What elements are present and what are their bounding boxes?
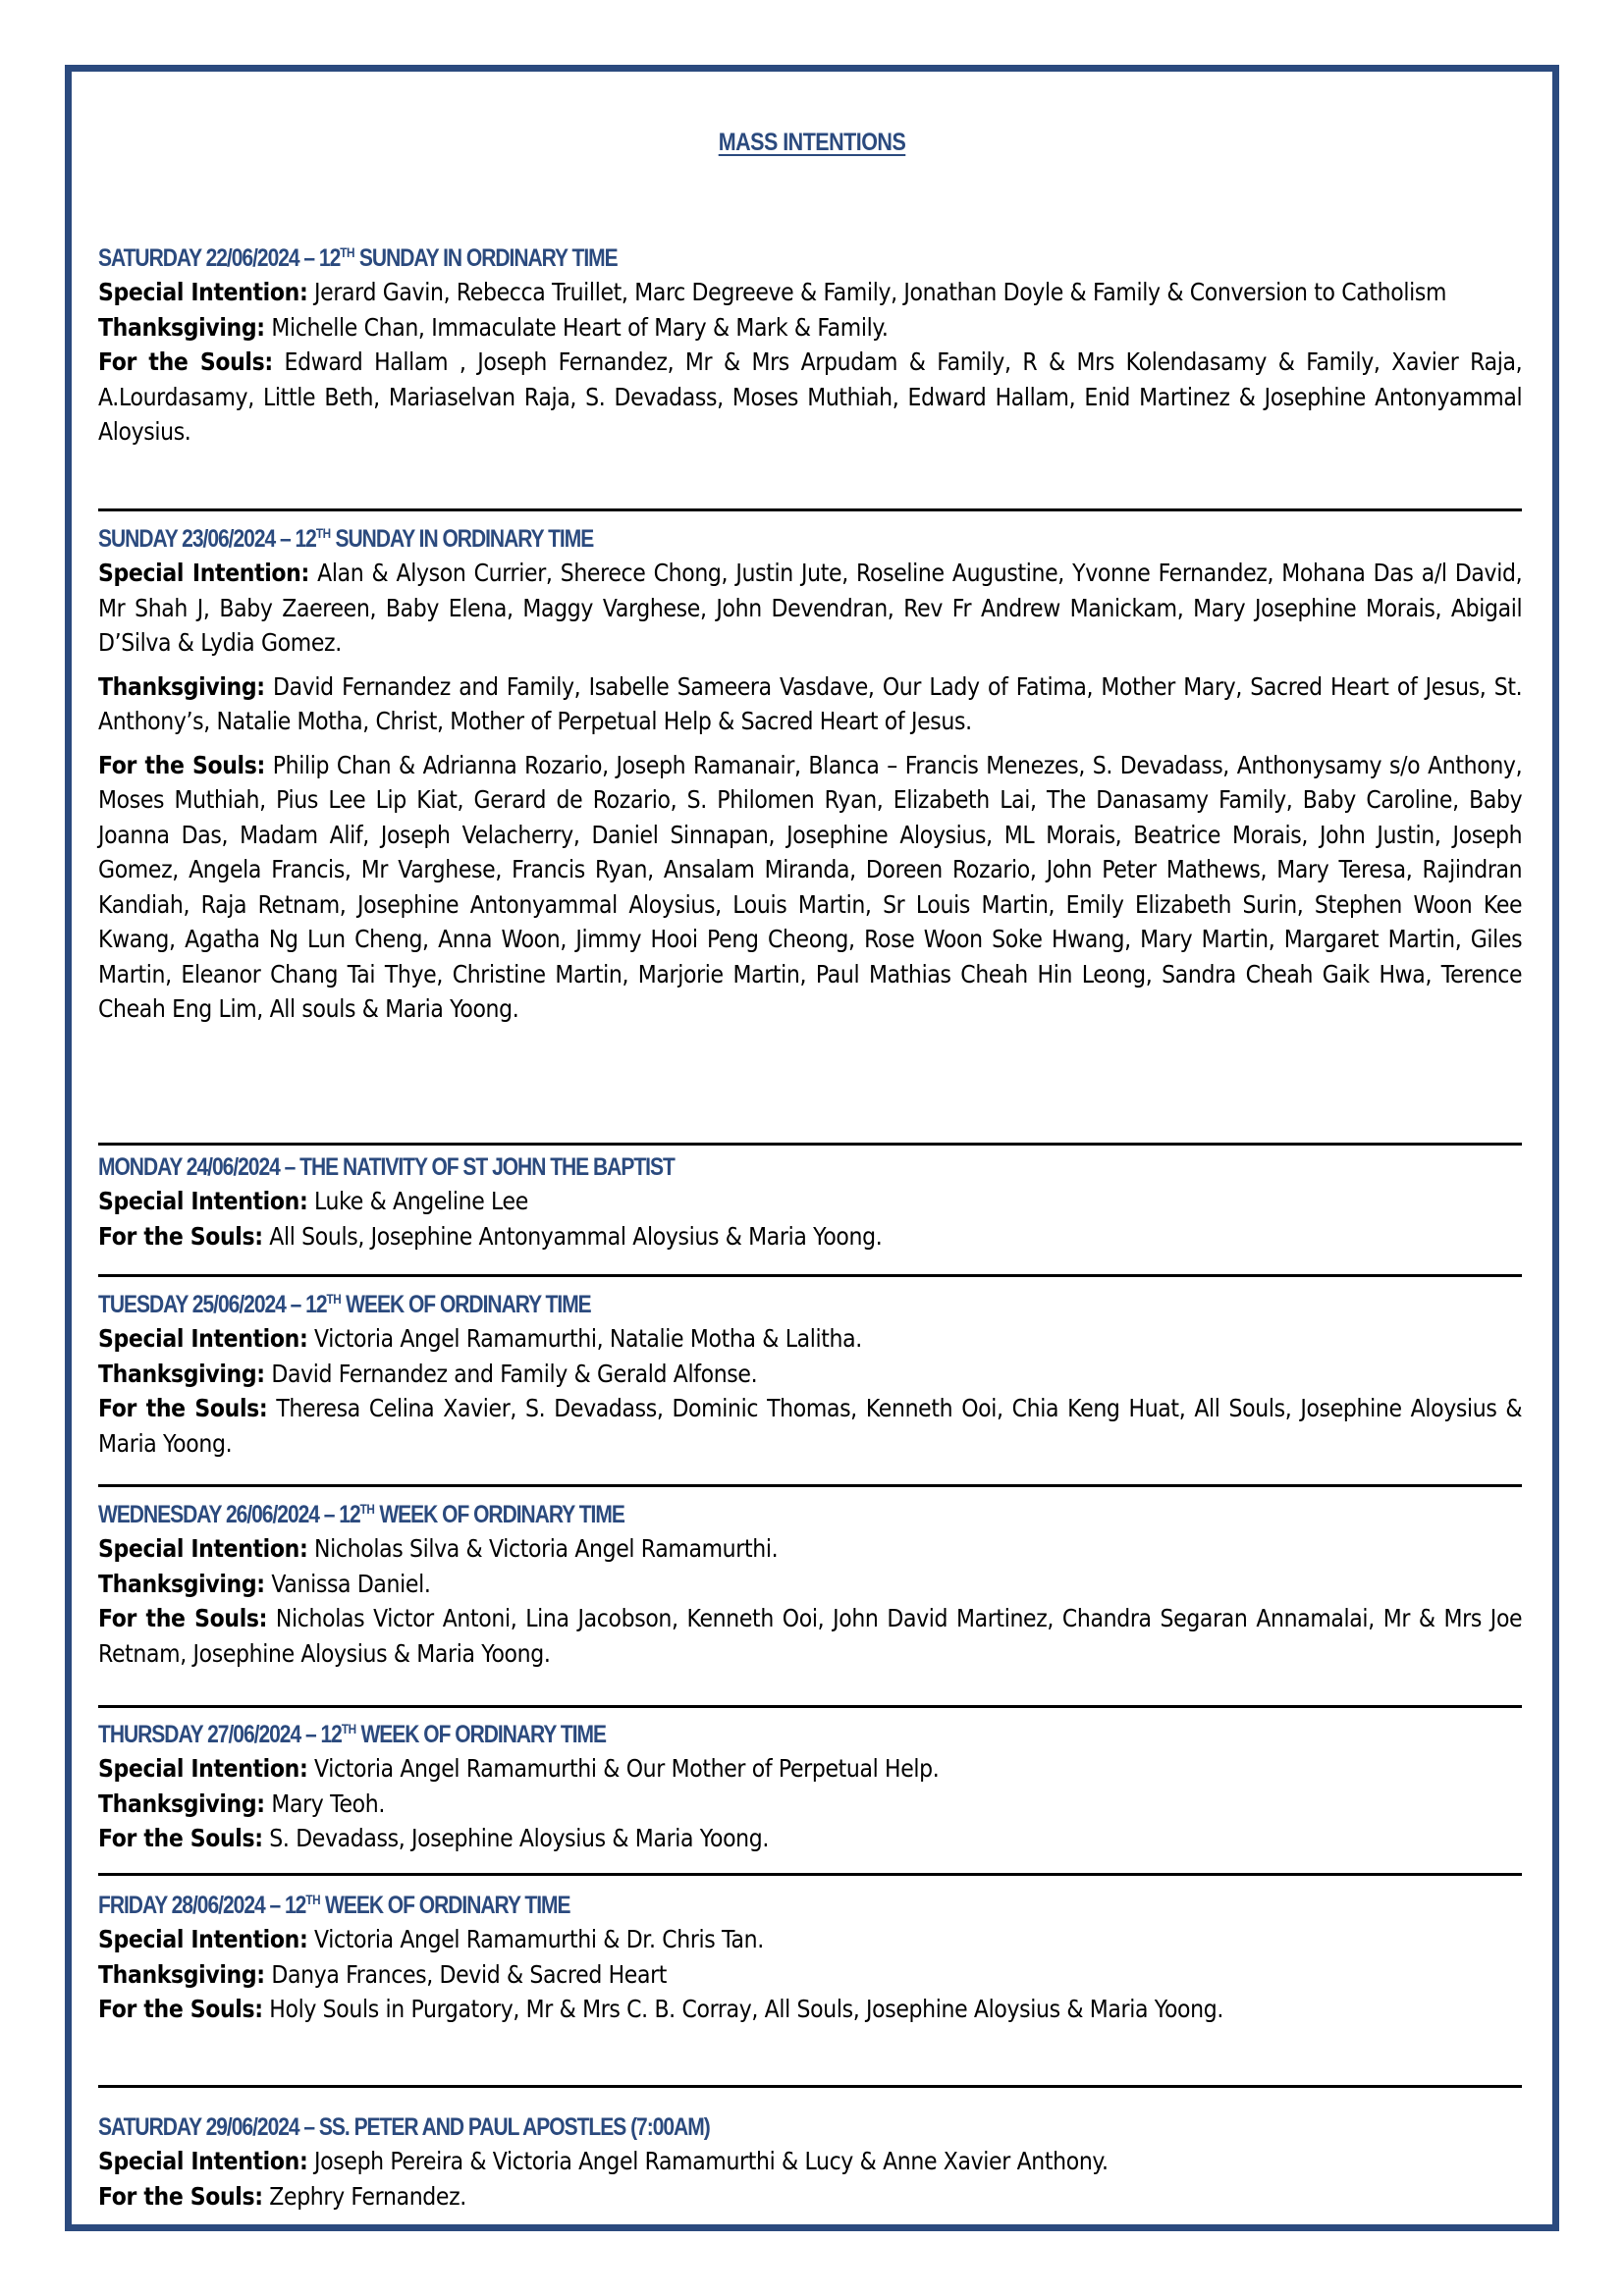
for-the-souls: For the Souls: Holy Souls in Purgatory, Mr & Mrs C. B. Corray, All Souls, Josephine Aloysius & Maria Yoong. [98, 1995, 1224, 2023]
day-section-wednesday-26 [98, 1492, 1522, 1671]
section-divider [98, 1143, 1522, 1146]
special-intention: Special Intention: Victoria Angel Ramamurthi & Our Mother of Perpetual Help. [98, 1754, 940, 1783]
for-the-souls: For the Souls: Edward Hallam , Joseph Fernandez, Mr & Mrs Arpudam & Family, R & Mrs Kolendasamy & Family, Xavier Raja, A.Lourdasamy, Little Beth, Mariaselvan Raja, S. Devadass, Moses Muthiah, Edward Hallam, Enid Martinez & Josephine Antonyammal Aloysius. [98, 347, 1523, 446]
for-the-souls: For the Souls: All Souls, Josephine Antonyammal Aloysius & Maria Yoong. [98, 1221, 883, 1251]
day-heading: MONDAY 24/06/2024 – THE NATIVITY OF ST JOHN THE BAPTIST [98, 1153, 675, 1181]
thanksgiving: Thanksgiving: David Fernandez and Family & Gerald Alfonse. [98, 1359, 758, 1388]
for-the-souls: For the Souls: S. Devadass, Josephine Aloysius & Maria Yoong. [98, 1824, 770, 1852]
for-the-souls: For the Souls: Zephry Fernandez. [98, 2181, 466, 2211]
day-heading: WEDNESDAY 26/06/2024 – 12TH WEEK OF ORDINARY TIME [98, 1501, 624, 1528]
day-heading: THURSDAY 27/06/2024 – 12TH WEEK OF ORDINARY TIME [98, 1721, 607, 1748]
day-section-sunday-23 [98, 516, 1522, 1027]
special-intention: Special Intention: Alan & Alyson Currier, Sherece Chong, Justin Jute, Roseline Augustine, Yvonne Fernandez, Mohana Das a/l David, Mr Shah J, Baby Zaereen, Baby Elena, Maggy Varghese, John Devendran, Rev Fr Andrew Manickam, Mary Josephine Morais, Abigail D’Silva & Lydia Gomez. [98, 559, 1523, 657]
day-section-tuesday-25 [98, 1282, 1522, 1461]
day-section-monday-24 [98, 1150, 1522, 1254]
special-intention: Special Intention: Joseph Pereira & Victoria Angel Ramamurthi & Lucy & Anne Xavier Anthony. [98, 2147, 1109, 2175]
day-heading: SUNDAY 23/06/2024 – 12TH SUNDAY IN ORDINARY TIME [98, 525, 594, 553]
day-heading: SATURDAY 29/06/2024 – SS. PETER AND PAUL APOSTLES (7:00AM) [98, 2113, 710, 2141]
section-divider [98, 1484, 1522, 1487]
day-section-saturday-29 [98, 2110, 1522, 2214]
special-intention: Special Intention: Victoria Angel Ramamurthi, Natalie Motha & Lalitha. [98, 1324, 862, 1353]
thanksgiving: Thanksgiving: David Fernandez and Family, Isabelle Sameera Vasdave, Our Lady of Fatima, Mother Mary, Sacred Heart of Jesus, St. Anthony’s, Natalie Motha, Christ, Mother of Perpetual Help & Sacred Heart of Jesus. [98, 671, 1523, 735]
day-heading: TUESDAY 25/06/2024 – 12TH WEEK OF ORDINARY TIME [98, 1291, 591, 1318]
section-divider [98, 1705, 1522, 1708]
special-intention: Special Intention: Victoria Angel Ramamurthi & Dr. Chris Tan. [98, 1925, 764, 1953]
for-the-souls: For the Souls: Theresa Celina Xavier, S. Devadass, Dominic Thomas, Kenneth Ooi, Chia Keng Huat, All Souls, Josephine Aloysius & Maria Yoong. [98, 1394, 1523, 1458]
special-intention: Special Intention: Jerard Gavin, Rebecca Truillet, Marc Degreeve & Family, Jonathan Doyle & Family & Conversion to Catholism [98, 278, 1447, 306]
section-divider [98, 1274, 1522, 1277]
thanksgiving: Thanksgiving: Vanissa Daniel. [98, 1569, 431, 1598]
day-section-friday-28 [98, 1883, 1522, 2027]
day-heading: SATURDAY 22/06/2024 – 12TH SUNDAY IN ORDINARY TIME [98, 244, 618, 272]
for-the-souls: For the Souls: Nicholas Victor Antoni, Lina Jacobson, Kenneth Ooi, John David Martinez, Chandra Segaran Annamalai, Mr & Mrs Joe Retnam, Josephine Aloysius & Maria Yoong. [98, 1604, 1523, 1668]
section-divider [98, 2085, 1522, 2088]
day-heading: FRIDAY 28/06/2024 – 12TH WEEK OF ORDINARY TIME [98, 1892, 570, 1919]
page-title: MASS INTENTIONS [718, 129, 906, 156]
section-divider [98, 508, 1522, 511]
day-section-thursday-27 [98, 1712, 1522, 1856]
day-section-saturday-22 [98, 236, 1522, 450]
thanksgiving: Thanksgiving: Michelle Chan, Immaculate Heart of Mary & Mark & Family. [98, 312, 889, 342]
thanksgiving: Thanksgiving: Mary Teoh. [98, 1789, 385, 1818]
section-divider [98, 1873, 1522, 1876]
for-the-souls: For the Souls: Philip Chan & Adrianna Rozario, Joseph Ramanair, Blanca – Francis Menezes, S. Devadass, Anthonysamy s/o Anthony, Moses Muthiah, Pius Lee Lip Kiat, Gerard de Rozario, S. Philomen Ryan, Elizabeth Lai, The Danasamy Family, Baby Caroline, Baby Joanna Das, Madam Alif, Joseph Velacherry, Daniel Sinnapan, Josephine Aloysius, ML Morais, Beatrice Morais, John Justin, Joseph Gomez, Angela Francis, Mr Varghese, Francis Ryan, Ansalam Miranda, Doreen Rozario, John Peter Mathews, Mary Teresa, Rajindran Kandiah, Raja Retnam, Josephine Antonyammal Aloysius, Louis Martin, Sr Louis Martin, Emily Elizabeth Surin, Stephen Woon Kee Kwang, Agatha Ng Lun Cheng, Anna Woon, Jimmy Hooi Peng Cheong, Rose Woon Soke Hwang, Mary Martin, Margaret Martin, Giles Martin, Eleanor Chang Tai Thye, Christine Martin, Marjorie Martin, Paul Mathias Cheah Hin Leong, Sandra Cheah Gaik Hwa, Terence Cheah Eng Lim, All souls & Maria Yoong. [98, 750, 1523, 1023]
special-intention: Special Intention: Nicholas Silva & Victoria Angel Ramamurthi. [98, 1534, 779, 1563]
thanksgiving: Thanksgiving: Danya Frances, Devid & Sacred Heart [98, 1959, 668, 1989]
special-intention: Special Intention: Luke & Angeline Lee [98, 1187, 528, 1215]
